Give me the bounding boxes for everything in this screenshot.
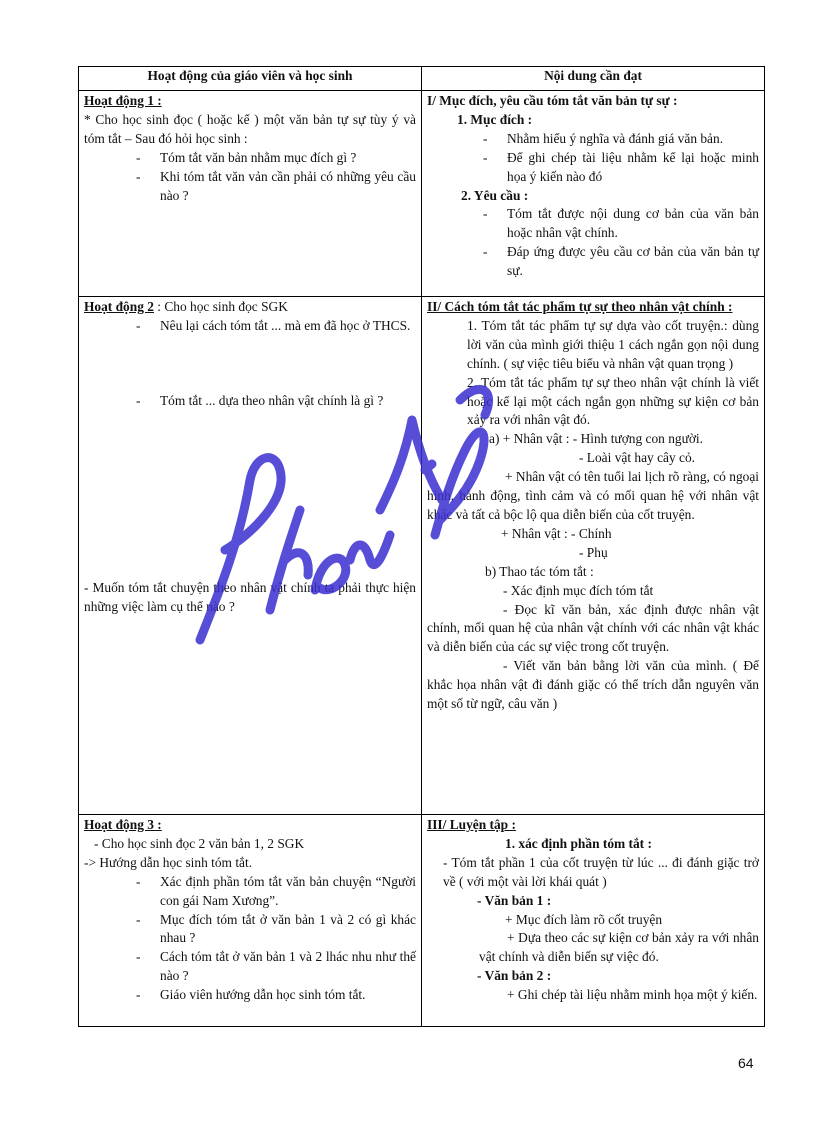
header-col2: Nội dung cần đạt [422, 67, 765, 91]
character-type-line: - Loài vật hay cây cỏ. [579, 450, 695, 466]
list-item: - Nhằm hiểu ý nghĩa và đánh giá văn bản. [483, 130, 724, 146]
section2-title: II/ Cách tóm tắt tác phẩm tự sự theo nhân vật chính : [427, 299, 733, 314]
row3-right-cell [422, 815, 765, 1027]
text1-point: + Dựa theo các sự kiện cơ bản xảy ra với nhân vật chính và diễn biến sự việc đó. [479, 930, 759, 965]
character-description: + Nhân vật có tên tuổi lai lịch rõ ràng, có ngoại hình, hành động, tình cảm và có mối quan hệ với nhân vật khác và tất cả bộc lộ qua diễn biến của cốt truyện. [427, 469, 759, 522]
section2-point1: 1. Tóm tắt tác phẩm tự sự dựa vào cốt truyện.: dùng lời văn của mình giới thiệu 1 cách ngắn gọn nội dung chính. ( sự việc tiêu biểu và nhân vật quan trọng ) [467, 317, 759, 371]
list-item: - Để ghi chép tài liệu nhằm kể lại hoặc minh họa ý kiến nào đó [483, 149, 759, 184]
operation-step: - Viết văn bản bằng lời văn của mình. ( Để khắc họa nhân vật đi đánh giặc có thể trích dẫn nguyên văn một số từ ngữ, câu văn ) [427, 658, 759, 712]
character-type-line: a) + Nhân vật : - Hình tượng con người. [489, 431, 703, 447]
list-item: - Khi tóm tắt văn vản cần phải có những yêu cầu nào ? [136, 168, 416, 203]
requirement-heading: 2. Yêu cầu : [461, 187, 529, 203]
table-row [79, 815, 765, 1027]
text1-heading: - Văn bản 1 : [477, 892, 552, 908]
table-header-row [79, 67, 765, 91]
operation-step: - Xác định mục đích tóm tắt [503, 582, 654, 598]
character-role-line: - Phụ [579, 544, 608, 560]
list-item: - Tóm tắt được nội dung cơ bản của văn bản hoặc nhân vật chính. [483, 206, 759, 241]
list-item: - Tóm tắt ... dựa theo nhân vật chính là gì ? [136, 392, 384, 408]
list-item: - Tóm tắt văn bản nhằm mục đích gì ? [136, 149, 357, 165]
section2-point2: 2. Tóm tắt tác phẩm tự sự theo nhân vật chính là viết hoặc kể lại một cách ngắn gọn những sự kiện cơ bản xảy ra với nhân vật đó. [467, 374, 759, 428]
activity1-title: Hoạt động 1 : [84, 93, 162, 108]
list-item: - Cách tóm tắt ở văn bản 1 và 2 lhác nhu như thế nào ? [136, 949, 416, 984]
activity1-intro: * Cho học sinh đọc ( hoặc kể ) một văn bản tự sự tùy ý và tóm tắt – Sau đó hỏi học sinh : [84, 111, 416, 146]
operation-step: - Đọc kĩ văn bản, xác định được nhân vật chính, mối quan hệ của nhân vật chính với các nhân vật khác và diễn biến của các sự việc trong cốt truyện. [427, 601, 759, 655]
text2-heading: - Văn bản 2 : [477, 968, 552, 984]
activity2-question: - Muốn tóm tắt chuyện theo nhân vật chính ta phải thực hiện những việc làm cụ thể nào ? [84, 579, 416, 614]
row1-right-cell [422, 91, 765, 297]
list-item: - Nêu lại cách tóm tắt ... mà em đã học ở THCS. [136, 317, 411, 333]
practice-point: - Tóm tắt phần 1 của cốt truyện từ lúc ... đi đánh giặc trở về ( với một vài lời khái quát ) [443, 854, 759, 889]
header-col1: Hoạt động của giáo viên và học sinh [79, 67, 422, 91]
table-row [79, 91, 765, 297]
list-item: - Giáo viên hướng dẫn học sinh tóm tắt. [136, 987, 366, 1003]
character-role-line: + Nhân vật : - Chính [501, 525, 612, 541]
activity2-title-rest: : Cho học sinh đọc SGK [153, 299, 288, 314]
list-item: - Đáp ứng được yêu cầu cơ bản của văn bản tự sự. [483, 244, 759, 279]
section3-title: III/ Luyện tập : [427, 817, 516, 832]
text2-point: + Ghi chép tài liệu nhằm minh họa một ý kiến. [507, 987, 758, 1003]
list-item: - Mục đích tóm tắt ở văn bản 1 và 2 có gì khác nhau ? [136, 911, 416, 946]
page-number: 64 [738, 1055, 754, 1071]
operations-heading: b) Thao tác tóm tắt : [485, 563, 594, 579]
row1-left-cell [79, 91, 422, 297]
purpose-heading: 1. Mục đích : [457, 111, 533, 127]
activity2-title: Hoạt động 2 [84, 299, 154, 314]
list-item: - Xác định phần tóm tắt văn bản chuyện “Người con gái Nam Xương”. [136, 873, 416, 908]
practice-heading: 1. xác định phần tóm tắt : [505, 835, 652, 851]
section1-title: I/ Mục đích, yêu cầu tóm tắt văn bản tự sự : [427, 93, 678, 108]
activity3-title: Hoạt động 3 : [84, 817, 162, 832]
row3-left-cell [79, 815, 422, 1027]
activity3-line: - Cho học sinh đọc 2 văn bản 1, 2 SGK [94, 835, 305, 851]
text1-point: + Mục đích làm rõ cốt truyện [505, 911, 663, 927]
activity3-line: -> Hướng dẫn học sinh tóm tắt. [84, 854, 253, 870]
signature-watermark [180, 360, 500, 660]
